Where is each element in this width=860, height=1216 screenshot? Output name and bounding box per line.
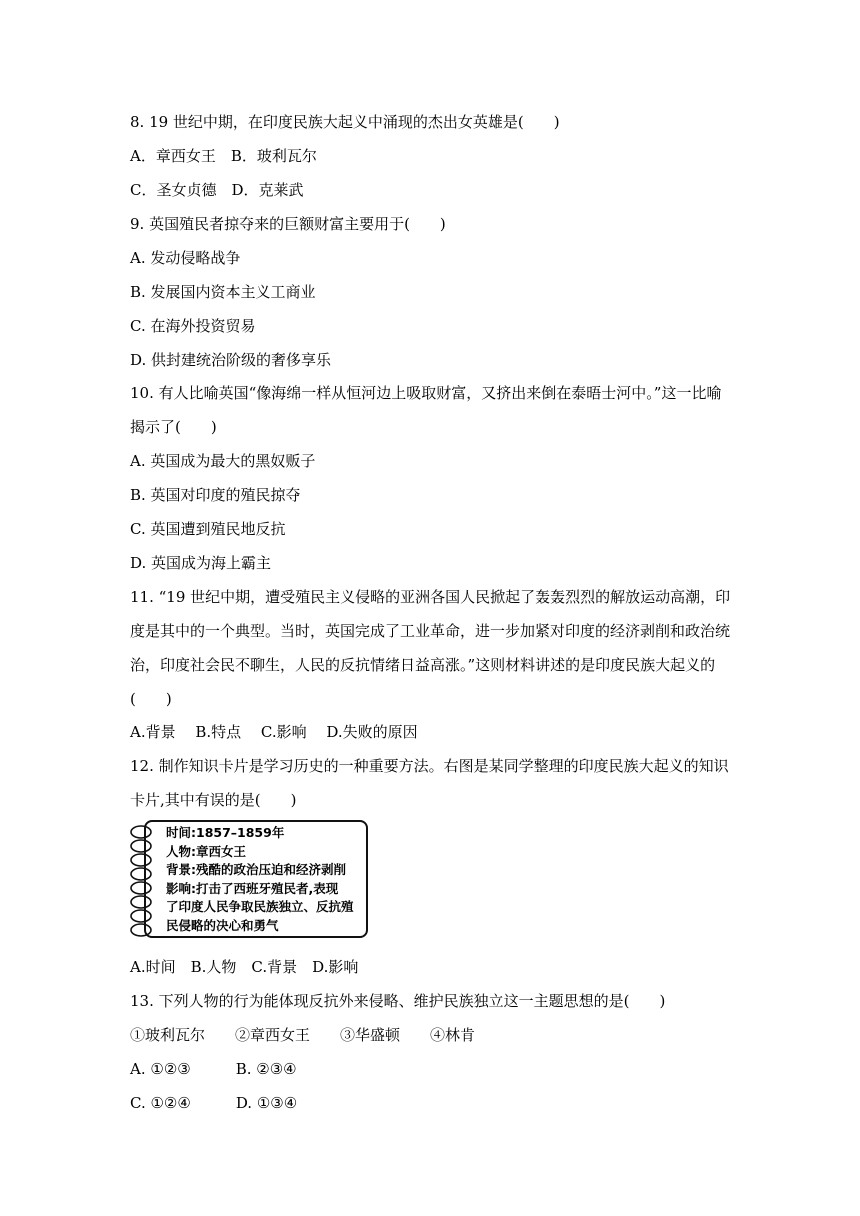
q10-option-c: C. 英国遭到殖民地反抗 bbox=[130, 520, 286, 538]
q10-option-d: D. 英国成为海上霸主 bbox=[130, 554, 272, 572]
card-line-impact-3: 民侵略的决心和勇气 bbox=[166, 917, 279, 933]
q11-stem-line1: 11. “19 世纪中期，遭受殖民主义侵略的亚洲各国人民掀起了轰轰烈烈的解放运动高潮，印 bbox=[130, 588, 731, 606]
knowledge-card-text bbox=[166, 824, 354, 936]
q10-option-b: B. 英国对印度的殖民掠夺 bbox=[130, 486, 301, 504]
q12-stem-line2: 卡片,其中有误的是( ) bbox=[130, 791, 297, 809]
q13-stem: 13. 下列人物的行为能体现反抗外来侵略、维护民族独立这一主题思想的是( ) bbox=[130, 992, 666, 1010]
q13-items: ①玻利瓦尔 ②章西女王 ③华盛顿 ④林肯 bbox=[130, 1026, 476, 1044]
q10-option-a: A. 英国成为最大的黑奴贩子 bbox=[130, 452, 316, 470]
q13-options-cd: C. ①②④ D. ①③④ bbox=[130, 1094, 298, 1112]
q13-options-ab: A. ①②③ B. ②③④ bbox=[130, 1060, 297, 1078]
q8-stem: 8. 19 世纪中期，在印度民族大起义中涌现的杰出女英雄是( ) bbox=[130, 113, 560, 131]
q11-stem-line3: 治，印度社会民不聊生，人民的反抗情绪日益高涨。”这则材料讲述的是印度民族大起义的 bbox=[130, 656, 716, 674]
q11-stem-line2: 度是其中的一个典型。当时，英国完成了工业革命，进一步加紧对印度的经济剥削和政治统 bbox=[130, 622, 731, 640]
card-line-impact-2: 了印度人民争取民族独立、反抗殖 bbox=[166, 899, 354, 915]
q8-options-ab: A．章西女王 B．玻利瓦尔 bbox=[130, 147, 317, 165]
spiral-binding-icon bbox=[128, 824, 154, 938]
knowledge-card bbox=[128, 820, 370, 940]
q8-options-cd: C．圣女贞德 D．克莱武 bbox=[130, 181, 304, 199]
q11-stem-line4: ( ) bbox=[130, 690, 172, 708]
q9-option-b: B. 发展国内资本主义工商业 bbox=[130, 283, 316, 301]
card-line-person: 人物:章西女王 bbox=[166, 843, 246, 859]
q10-stem-line2: 揭示了( ) bbox=[130, 418, 217, 436]
card-line-impact-1: 影响:打击了西班牙殖民者,表现 bbox=[166, 880, 339, 896]
q9-option-d: D. 供封建统治阶级的奢侈享乐 bbox=[130, 351, 332, 369]
card-line-background: 背景:残酷的政治压迫和经济剥削 bbox=[166, 862, 346, 878]
q12-stem-line1: 12. 制作知识卡片是学习历史的一种重要方法。右图是某同学整理的印度民族大起义的知识 bbox=[130, 757, 729, 775]
q9-stem: 9. 英国殖民者掠夺来的巨额财富主要用于( ) bbox=[130, 215, 446, 233]
q12-options: A.时间 B.人物 C.背景 D.影响 bbox=[130, 958, 359, 976]
q11-options: A.背景 B.特点 C.影响 D.失败的原因 bbox=[130, 723, 418, 741]
q9-option-c: C. 在海外投资贸易 bbox=[130, 317, 256, 335]
q10-stem-line1: 10. 有人比喻英国“像海绵一样从恒河边上吸取财富，又挤出来倒在泰晤士河中。”这一比喻 bbox=[130, 384, 722, 402]
q9-option-a: A. 发动侵略战争 bbox=[130, 249, 241, 267]
card-line-time: 时间:1857–1859年 bbox=[166, 825, 285, 840]
